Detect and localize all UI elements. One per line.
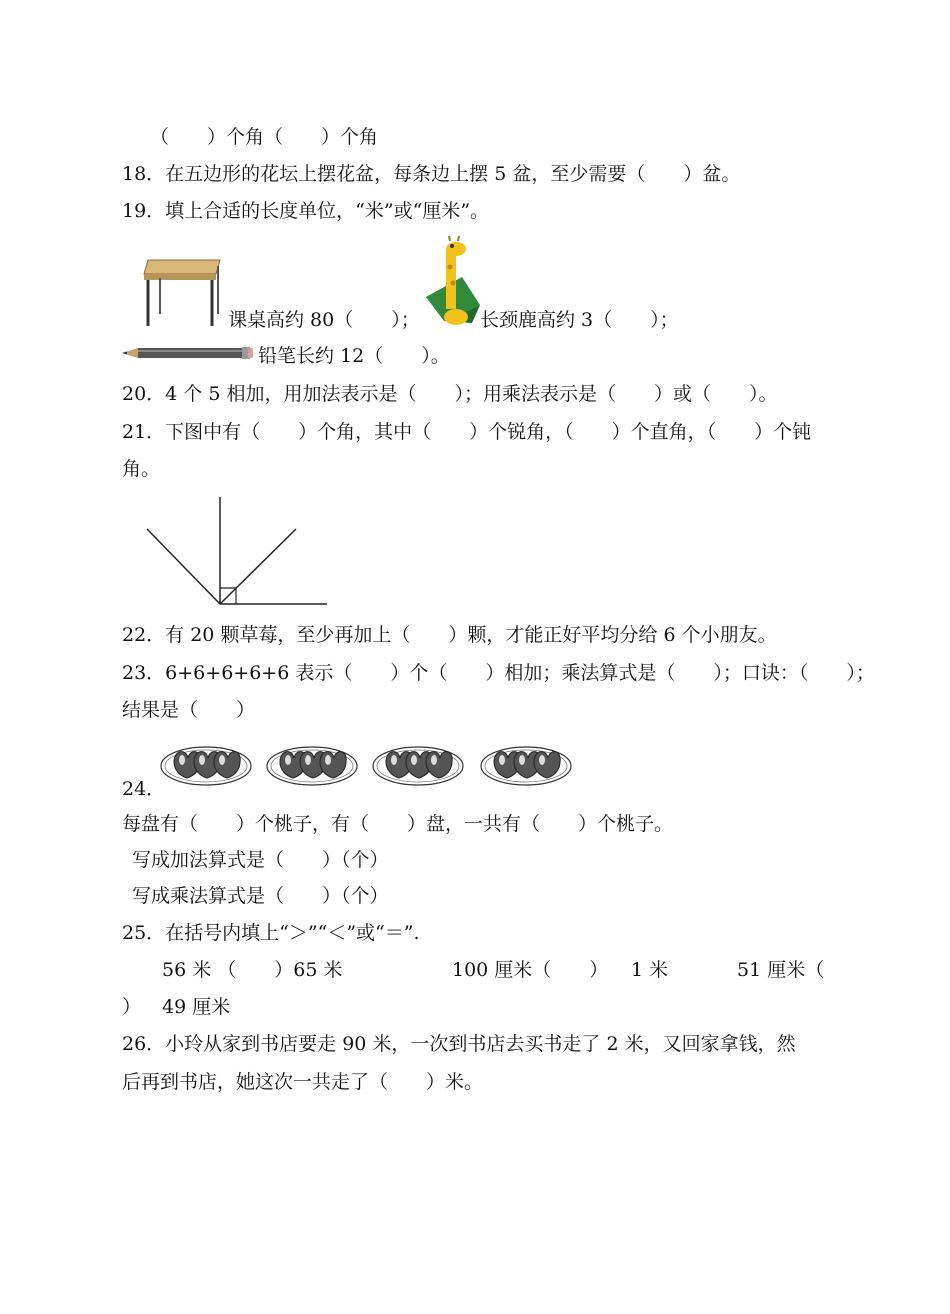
question-25: 25．在括号内填上“＞”“＜”或“＝”. <box>122 922 420 944</box>
angle-figure <box>140 494 340 610</box>
question-24-number: 24． <box>122 778 166 800</box>
peach-plate-icon <box>481 747 571 785</box>
desk-icon <box>138 256 223 328</box>
question-18: 18．在五边形的花坛上摆花盆，每条边上摆 5 盆，至少需要（ ）盆。 <box>122 163 741 185</box>
compare-item-1: 56 米 （ ）65 米 <box>162 959 343 981</box>
giraffe-icon <box>422 235 482 330</box>
question-21-line2: 角。 <box>122 458 161 480</box>
question-19: 19．填上合适的长度单位，“米”或“厘米”。 <box>122 200 490 222</box>
compare-item-2-right: 1 米 <box>631 959 669 981</box>
question-21-line1: 21．下图中有（ ）个角，其中（ ）个锐角，（ ）个直角，（ ）个钝 <box>122 421 812 443</box>
question-24-line1: 每盘有（ ）个桃子，有（ ）盘，一共有（ ）个桃子。 <box>122 813 674 835</box>
question-20: 20．4 个 5 相加，用加法表示是（ ）；用乘法表示是（ ）或（ ）。 <box>122 383 778 405</box>
question-23-line2: 结果是（ ） <box>122 699 256 721</box>
pencil-length-label: 铅笔长约 12（ ）。 <box>258 345 450 367</box>
peach-plate-icon <box>267 747 357 785</box>
peach-plate-icon <box>373 747 463 785</box>
giraffe-height-label: 长颈鹿高约 3（ ）； <box>480 309 679 331</box>
compare-item-2: 100 厘米（ ） <box>452 959 609 981</box>
question-26-line1: 26．小玲从家到书店要走 90 米，一次到书店去买书走了 2 米，又回家拿钱，然 <box>122 1033 796 1055</box>
desk-height-label: 课桌高约 80（ ）； <box>228 309 420 331</box>
compare-item-3: 51 厘米（ <box>737 959 825 981</box>
pencil-icon <box>122 346 254 360</box>
compare-item-3-right: 49 厘米 <box>162 996 231 1018</box>
question-24-multiplication: 写成乘法算式是（ ）（个） <box>132 885 389 907</box>
q17-tail: （ ）个角（ ）个角 <box>150 126 379 148</box>
question-26-line2: 后再到书店，她这次一共走了（ ）米。 <box>122 1071 484 1093</box>
question-23-line1: 23．6+6+6+6+6 表示（ ）个（ ）相加；乘法算式是（ ）；口诀：（ ）； <box>122 662 875 684</box>
peach-plate-icon <box>161 747 251 785</box>
peach-plates <box>160 740 580 790</box>
compare-item-3-close: ） <box>122 996 142 1018</box>
question-22: 22．有 20 颗草莓，至少再加上（ ）颗，才能正好平均分给 6 个小朋友。 <box>122 624 777 646</box>
question-24-addition: 写成加法算式是（ ）（个） <box>132 849 389 871</box>
